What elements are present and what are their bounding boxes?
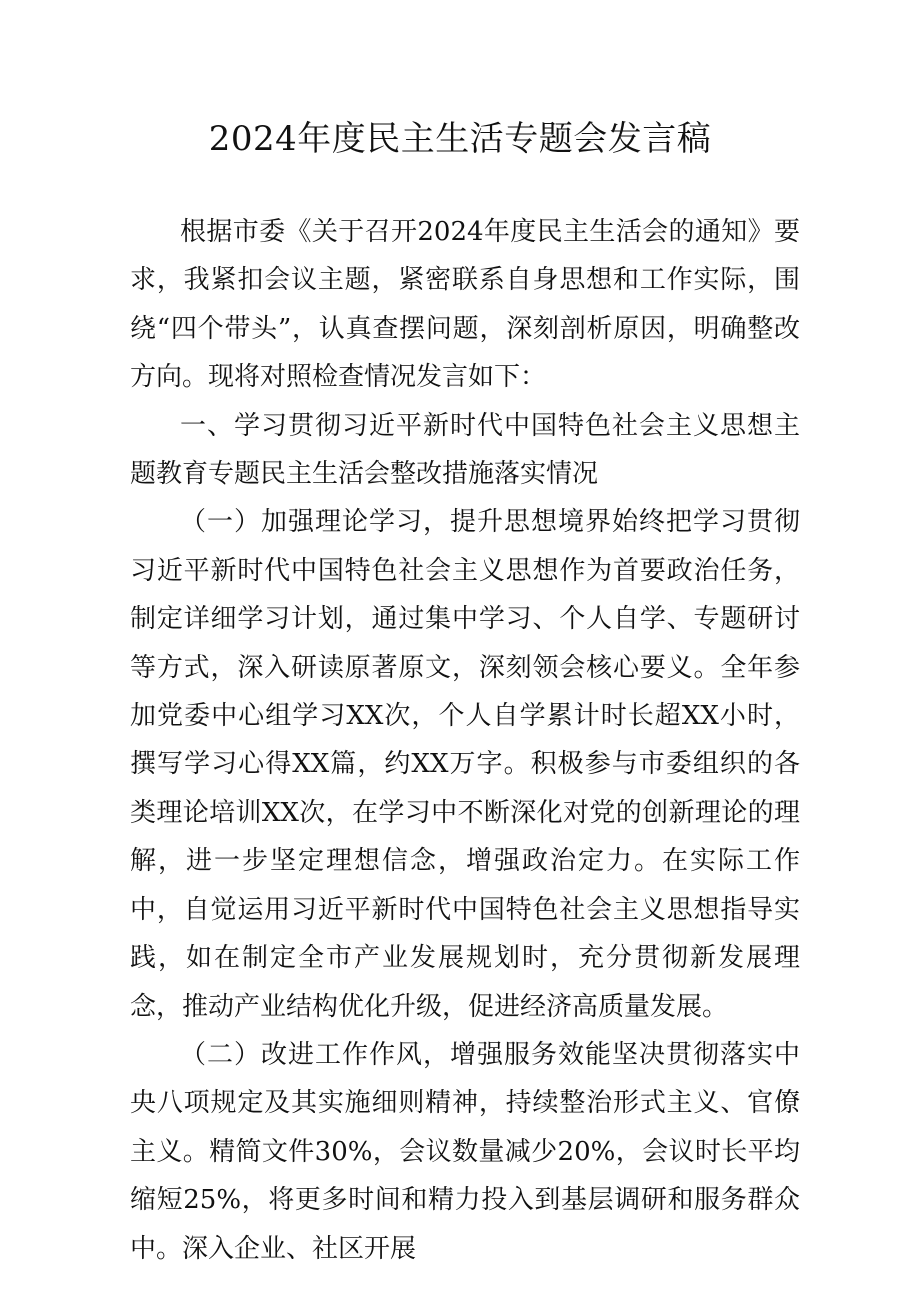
paragraph-theory-study: （一）加强理论学习，提升思想境界始终把学习贯彻习近平新时代中国特色社会主义思想作为首要政治任务，制定详细学习计划，通过集中学习、个人自学、专题研讨等方式，深入研读原著原文，深刻领会核心要义。全年参加党委中心组学习XX次，个人自学累计时长超XX小时，撰写学习心得XX篇，约XX万字。积极参与市委组织的各类理论培训XX次，在学习中不断深化对党的创新理论的理解，进一步坚定理想信念，增强政治定力。在实际工作中，自觉运用习近平新时代中国特色社会主义思想指导实践，如在制定全市产业发展规划时，充分贯彻新发展理念，推动产业结构优化升级，促进经济高质量发展。 xyxy=(130,507,800,1022)
paragraph-work-style: （二）改进工作作风，增强服务效能坚决贯彻落实中央八项规定及其实施细则精神，持续整治形式主义、官僚主义。精简文件30%，会议数量减少20%，会议时长平均缩短25%，将更多时间和精力投入到基层调研和服务群众中。深入企业、社区开展 xyxy=(130,1039,800,1264)
document-title: 2024年度民主生活专题会发言稿 xyxy=(208,119,712,159)
document-body xyxy=(130,208,800,1273)
paragraph-intro: 根据市委《关于召开2024年度民主生活会的通知》要求，我紧扣会议主题，紧密联系自身思想和工作实际，围绕“四个带头”，认真查摆问题，深刻剖析原因，明确整改方向。现将对照检查情况发言如下： xyxy=(130,217,800,393)
paragraph-section-heading: 一、学习贯彻习近平新时代中国特色社会主义思想主题教育专题民主生活会整改措施落实情况 xyxy=(130,410,800,490)
